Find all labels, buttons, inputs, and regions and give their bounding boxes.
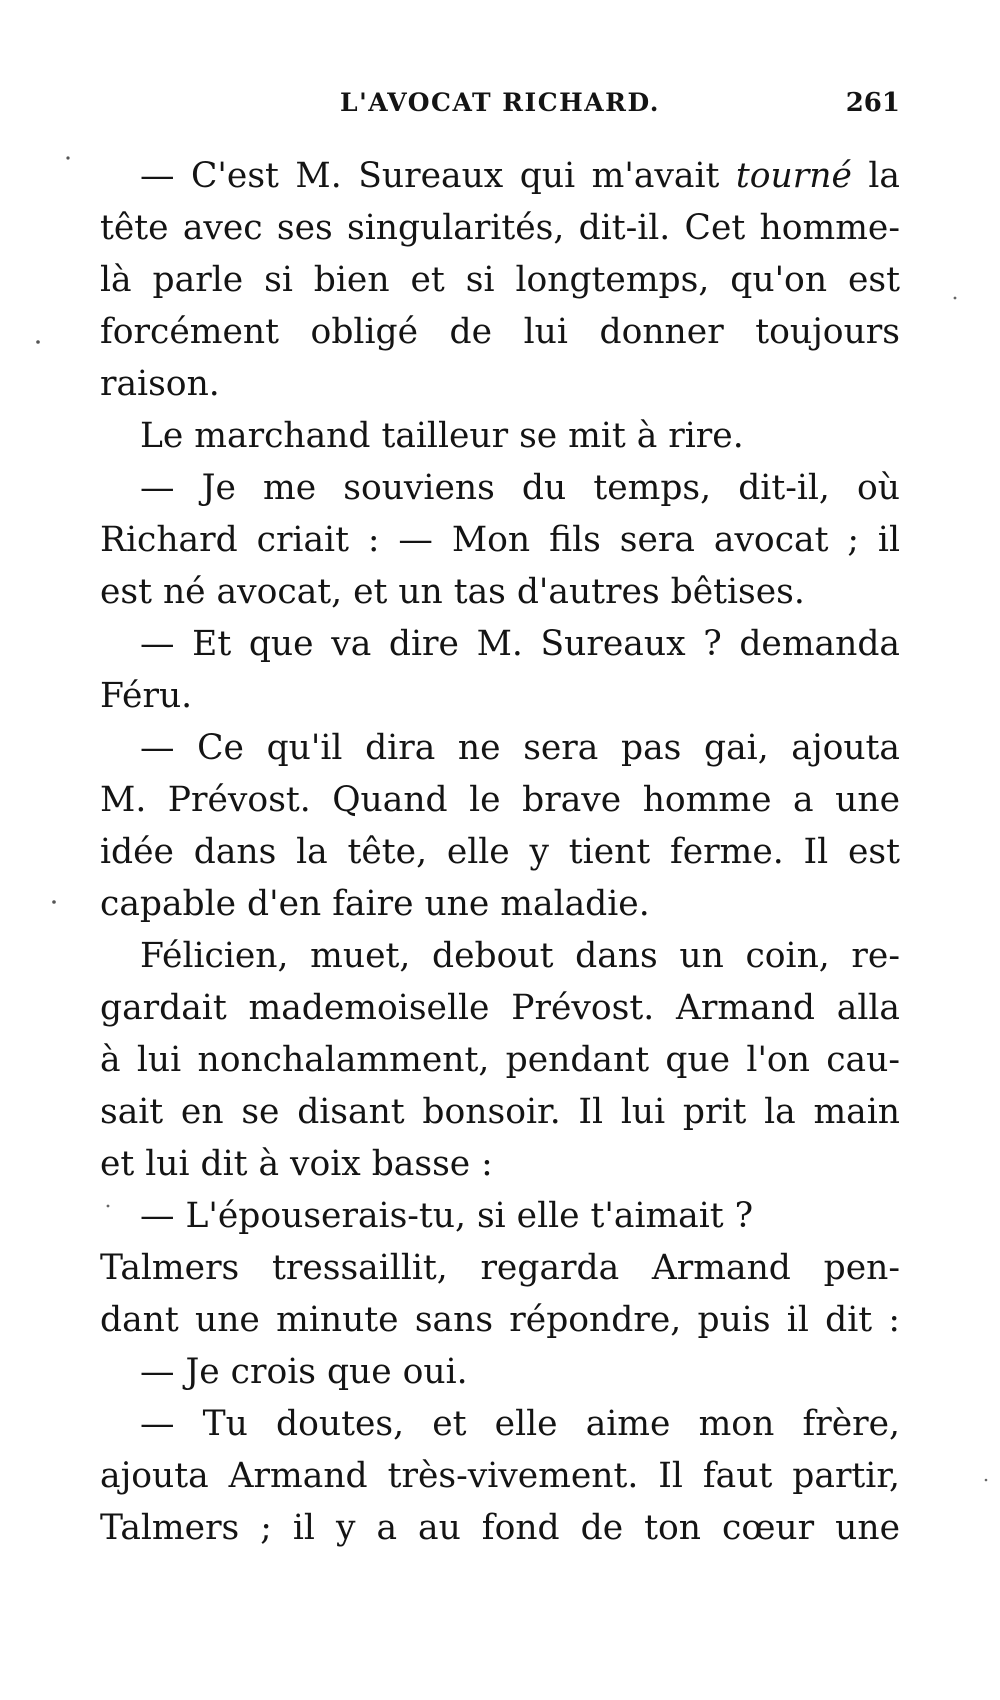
text-line: dant une minute sans répondre, puis il dit : <box>100 1300 900 1340</box>
text-line: capable d'en faire une maladie. <box>100 884 650 924</box>
text-line: forcément obligé de lui donner toujours <box>100 312 900 352</box>
running-head <box>100 88 900 128</box>
text-line: M. Prévost. Quand le brave homme a une <box>100 780 900 820</box>
text-segment: — C'est M. Sureaux qui m'avait <box>140 156 736 196</box>
text-line: Félicien, muet, debout dans un coin, re- <box>140 936 900 976</box>
text-line: Richard criait : — Mon fils sera avocat ; il <box>100 520 900 560</box>
text-line: et lui dit à voix basse : <box>100 1144 493 1184</box>
text-line: gardait mademoiselle Prévost. Armand alla <box>100 988 900 1028</box>
text-line: idée dans la tête, elle y tient ferme. Il est <box>100 832 900 872</box>
running-title: L'AVOCAT RICHARD. <box>340 88 660 117</box>
text-line: — Ce qu'il dira ne sera pas gai, ajouta <box>140 728 900 768</box>
paper-speck <box>985 1479 988 1482</box>
text-line: — Je me souviens du temps, dit-il, où <box>140 468 900 508</box>
paper-speck <box>52 900 56 904</box>
text-line: Le marchand tailleur se mit à rire. <box>140 416 744 456</box>
text-line: tête avec ses singularités, dit-il. Cet homme- <box>100 208 900 248</box>
text-line: à lui nonchalamment, pendant que l'on cau- <box>100 1040 900 1080</box>
text-line: est né avocat, et un tas d'autres bêtises. <box>100 572 805 612</box>
text-line <box>100 150 900 202</box>
paper-speck <box>954 297 957 300</box>
text-line: Féru. <box>100 676 193 716</box>
text-line: Talmers tressaillit, regarda Armand pen- <box>100 1248 900 1288</box>
text-segment: la <box>851 156 901 196</box>
italic-word: tourné <box>735 156 852 196</box>
paper-speck <box>36 340 40 344</box>
text-line: sait en se disant bonsoir. Il lui prit la main <box>100 1092 900 1132</box>
text-line: — Tu doutes, et elle aime mon frère, <box>140 1404 900 1444</box>
text-line: Talmers ; il y a au fond de ton cœur une <box>100 1508 900 1548</box>
text-line: là parle si bien et si longtemps, qu'on est <box>100 260 900 300</box>
text-line: — L'épouserais-tu, si elle t'aimait ? <box>140 1196 754 1236</box>
text-line: — Et que va dire M. Sureaux ? demanda <box>140 624 900 664</box>
text-line: raison. <box>100 364 220 404</box>
text-line: ajouta Armand très-vivement. Il faut partir, <box>100 1456 900 1496</box>
paper-speck <box>66 156 69 159</box>
text-line: — Je crois que oui. <box>140 1352 468 1392</box>
page-number: 261 <box>845 88 900 118</box>
body-text <box>100 150 900 1554</box>
